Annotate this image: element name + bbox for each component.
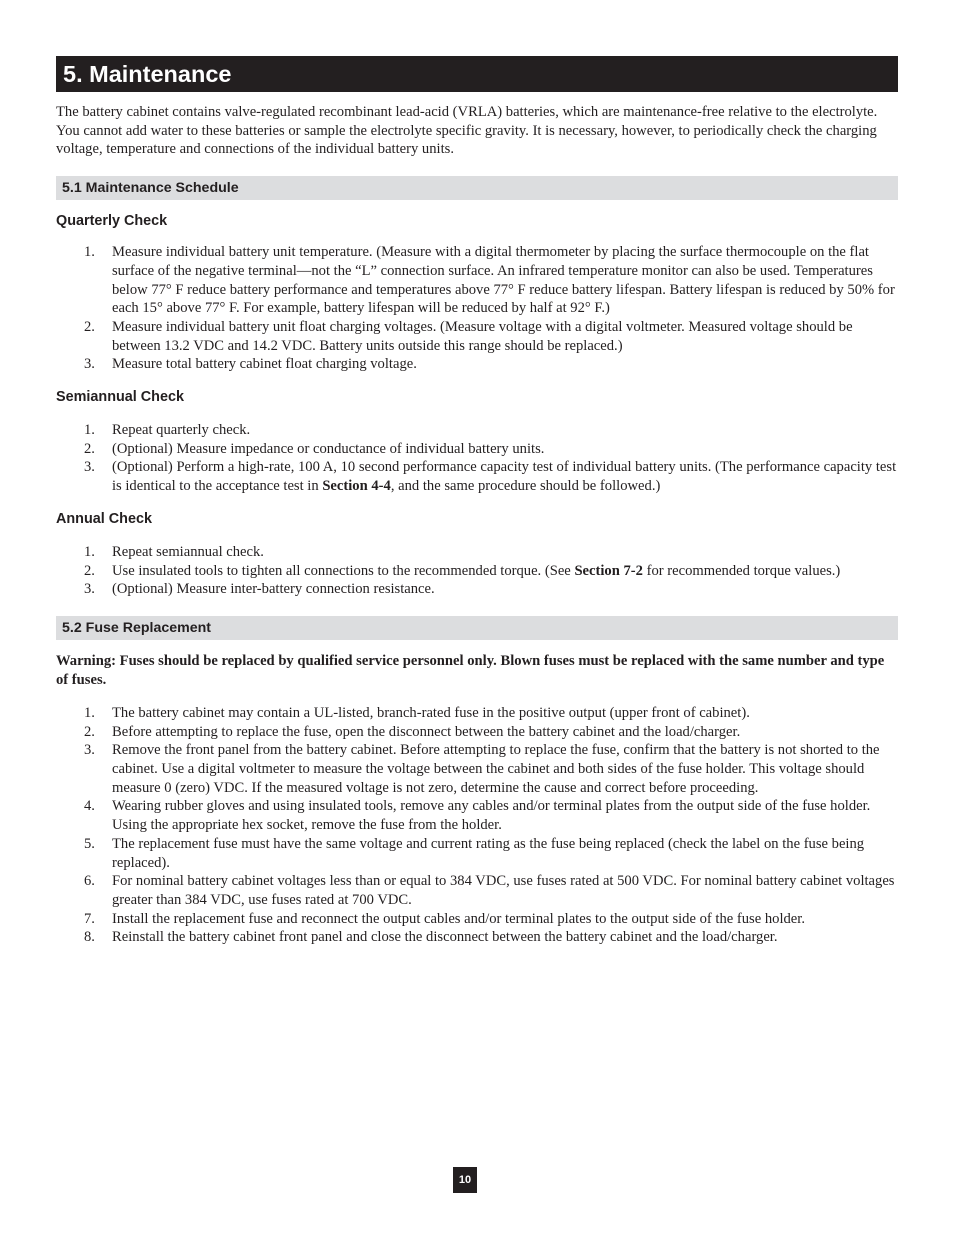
list-item-text: (Optional) Measure inter-battery connection resistance. xyxy=(112,581,435,598)
list-item-text: Remove the front panel from the battery cabinet. Before attempting to replace the fuse, confirm that the battery is not shorted to the cabinet. Use a digital voltmeter to measure the voltage between the cabinet and both sides of the fuse holder. This voltage should measure 0 (zero) VDC. If the measured voltage is not zero, determine the cause and correct before proceeding. xyxy=(112,742,880,796)
list-item-number: 6. xyxy=(84,873,95,890)
list-item-text: , and the same procedure should be followed.) xyxy=(390,478,661,495)
list-item-text: Use insulated tools to tighten all connections to the recommended torque. (See xyxy=(112,562,575,579)
list-item-number: 1. xyxy=(84,422,95,439)
fuse-replacement-steps xyxy=(56,704,898,947)
list-item-number: 4. xyxy=(84,798,95,815)
list-item-text: Measure individual battery unit float charging voltages. (Measure voltage with a digital voltmeter. Measured voltage should be between 13.2 VDC and 14.2 VDC. Battery units outside this range should be replaced.) xyxy=(112,318,853,354)
list-item-text: Measure individual battery unit temperature. (Measure with a digital thermometer by placing the surface thermocouple on the flat surface of the negative terminal—not the “L” connection surface. An infrared temperature monitor can also be used. Temperatures below 77° F reduce battery performance and temperatures above 77° F reduce battery lifespan. Battery lifespan is reduced by 50% for each 15° above 77° F. For example, battery lifespan will be reduced by half at 92° F.) xyxy=(112,244,895,317)
warning-text: Warning: Fuses should be replaced by qualified service personnel only. Blown fuses must be replaced with the same number and type of fuses. xyxy=(56,652,885,688)
list-item xyxy=(56,797,898,834)
list-item-number: 3. xyxy=(84,581,95,598)
list-item xyxy=(56,543,898,562)
list-item-text: Reinstall the battery cabinet front panel and close the disconnect between the battery cabinet and the load/charger. xyxy=(112,929,778,946)
list-item-number: 8. xyxy=(84,929,95,946)
list-item xyxy=(56,723,898,742)
page-title: 5. Maintenance xyxy=(56,56,898,92)
list-item-number: 2. xyxy=(84,562,95,579)
list-item-number: 1. xyxy=(84,704,95,721)
list-item-number: 3. xyxy=(84,459,95,476)
intro-paragraph: The battery cabinet contains valve-regulated recombinant lead-acid (VRLA) batteries, which are maintenance-free relative to the electrolyte. You cannot add water to these batteries or sample the electrolyte specific gravity. It is necessary, however, to periodically check the charging voltage, temperature and connections of the individual battery units. xyxy=(56,104,878,158)
list-item-number: 1. xyxy=(84,244,95,261)
list-item xyxy=(56,318,898,355)
page-number: 10 xyxy=(453,1167,477,1193)
list-item-text: For nominal battery cabinet voltages less than or equal to 384 VDC, use fuses rated at 500 VDC. For nominal battery cabinet voltages greater than 384 VDC, use fuses rated at 700 VDC. xyxy=(112,873,895,908)
list-item xyxy=(56,928,898,947)
list-item-text: Before attempting to replace the fuse, open the disconnect between the battery cabinet and the load/charger. xyxy=(112,723,741,740)
list-item-text: (Optional) Measure impedance or conductance of individual battery units. xyxy=(112,440,545,457)
list-item-text: Repeat semiannual check. xyxy=(112,543,264,560)
section-heading-fuse-replacement: 5.2 Fuse Replacement xyxy=(56,616,898,640)
list-item-number: 3. xyxy=(84,742,95,759)
list-item-number: 3. xyxy=(84,356,95,373)
list-item xyxy=(56,910,898,929)
list-item xyxy=(56,243,898,318)
list-item-number: 2. xyxy=(84,440,95,457)
list-item xyxy=(56,741,898,797)
list-item-text: The replacement fuse must have the same voltage and current rating as the fuse being replaced (check the label on the fuse being replaced). xyxy=(112,835,865,871)
list-item-text: Repeat quarterly check. xyxy=(112,422,251,439)
list-item xyxy=(56,835,898,872)
list-item xyxy=(56,580,898,599)
list-item xyxy=(56,355,898,374)
list-item-text: Measure total battery cabinet float charging voltage. xyxy=(112,356,417,373)
list-item-text: Install the replacement fuse and reconnect the output cables and/or terminal plates to the output side of the fuse holder. xyxy=(112,910,805,927)
subheading-quarterly-check: Quarterly Check xyxy=(56,213,168,230)
list-item xyxy=(56,421,898,440)
subheading-semiannual-check: Semiannual Check xyxy=(56,389,184,406)
list-item-text: for recommended torque values.) xyxy=(642,562,841,579)
list-item xyxy=(56,440,898,459)
list-item xyxy=(56,872,898,909)
subheading-annual-check: Annual Check xyxy=(56,510,152,527)
list-item-number: 5. xyxy=(84,835,95,852)
quarterly-check-list xyxy=(56,243,898,374)
semiannual-check-list xyxy=(56,421,898,496)
list-item-text: Wearing rubber gloves and using insulated tools, remove any cables and/or terminal plates from the output side of the fuse holder. Using the appropriate hex socket, remove the fuse from the holder. xyxy=(112,798,871,834)
section-reference: Section 7-2 xyxy=(574,562,643,579)
list-item-number: 1. xyxy=(84,543,95,560)
list-item-number: 2. xyxy=(84,723,95,740)
section-heading-maintenance-schedule: 5.1 Maintenance Schedule xyxy=(56,176,898,200)
list-item-text: (Optional) Perform a high-rate, 100 A, 10 second performance capacity test of individual battery units. (The performance capacity test is identical to the acceptance test in xyxy=(112,459,897,495)
list-item-number: 7. xyxy=(84,910,95,927)
annual-check-list xyxy=(56,543,898,599)
list-item-number: 2. xyxy=(84,318,95,335)
list-item xyxy=(56,562,898,581)
list-item-text: The battery cabinet may contain a UL-listed, branch-rated fuse in the positive output (upper front of cabinet). xyxy=(112,704,750,721)
section-reference: Section 4-4 xyxy=(322,478,391,495)
list-item xyxy=(56,704,898,723)
document-page xyxy=(56,56,898,947)
list-item xyxy=(56,458,898,495)
